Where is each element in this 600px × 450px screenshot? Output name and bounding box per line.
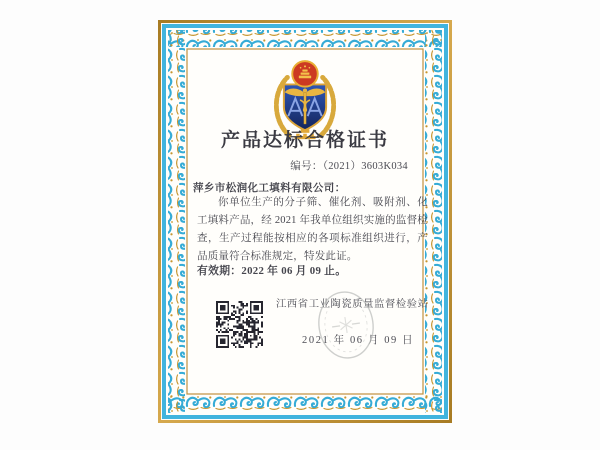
certificate-body: 你单位生产的分子筛、催化剂、吸附剂、化工填料产品，经 2021 年我单位组织实施的监督检查，生产过程能按相应的各项标准组织进行，产品质量符合标准规定，特发此证。 — [197, 197, 428, 262]
validity-line — [197, 262, 346, 280]
embossed-seal-icon — [310, 285, 382, 365]
certificate-title: 产品达标合格证书 — [220, 130, 389, 151]
certificate-number — [158, 159, 408, 174]
issue-date: 2021 年 06 月 09 日 — [302, 335, 415, 346]
certificate — [158, 20, 452, 423]
number-value: （2021）3603K034 — [322, 161, 408, 172]
issuer-name: 江西省工业陶瓷质量监督检验站 — [276, 299, 429, 310]
validity-value: 2022 年 06 月 09 止。 — [241, 265, 347, 277]
recipient-name: 萍乡市松润化工填料有限公司： — [193, 183, 346, 194]
qr-code — [216, 301, 263, 348]
certificate-content — [158, 20, 452, 423]
validity-label: 有效期： — [197, 265, 242, 277]
number-label: 编号： — [290, 161, 323, 172]
